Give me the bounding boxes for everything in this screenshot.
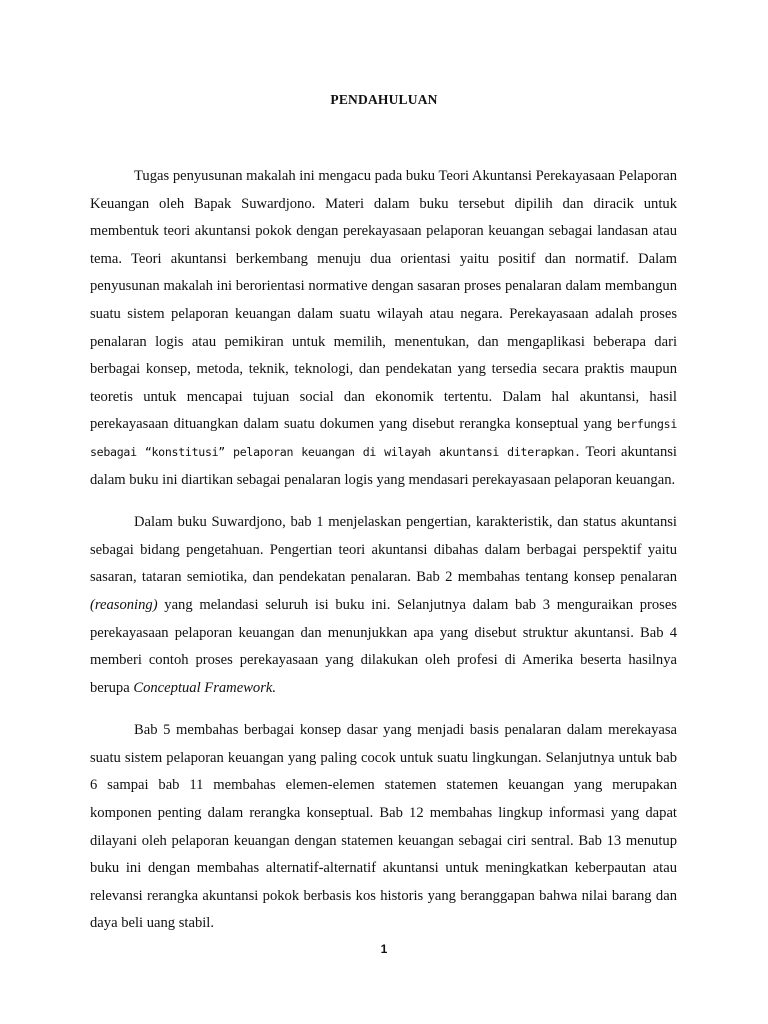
page-title: PENDAHULUAN: [330, 92, 438, 107]
paragraph-2: [90, 509, 677, 702]
paragraph-1-text-c: Teori akuntansi dalam buku ini diartikan sebagai penalaran logis yang mendasari perekayasaan pelaporan keuangan.: [90, 443, 677, 488]
paragraph-2-text-b: yang melandasi seluruh isi buku ini. Selanjutnya dalam bab 3 menguraikan proses perekayasaan pelaporan keuangan dan menunjukkan apa yang disebut struktur akuntansi. Bab 4 memberi contoh proses perekayasaan yang dilakukan oleh profesi di Amerika beserta hasilnya berupa: [90, 596, 677, 696]
paragraph-3: Bab 5 membahas berbagai konsep dasar yang menjadi basis penalaran dalam merekayasa suatu sistem pelaporan keuangan yang paling cocok untuk suatu lingkungan. Selanjutnya untuk bab 6 sampai bab 11 membahas elemen-elemen statemen statemen keuangan yang merupakan komponen penting dalam rerangka konseptual. Bab 12 membahas lingkup informasi yang dapat dilayani oleh pelaporan keuangan dengan statemen keuangan sebagai ciri sentral. Bab 13 menutup buku ini dengan membahas alternatif-alternatif akuntansi untuk meningkatkan keberpautan atau relevansi rerangka akuntansi pokok berbasis kos historis yang beranggapan bahwa nilai barang dan daya beli uang stabil.: [90, 722, 677, 932]
paragraph-1-text-b: berfungsi sebagai “konstitusi” pelaporan keuangan di wilayah akuntansi diterapkan.: [90, 417, 677, 459]
document-body: [90, 163, 677, 953]
paragraph-2-italic-conceptual-framework: Conceptual Framework.: [133, 679, 277, 696]
paragraph-1-text-a: Tugas penyusunan makalah ini mengacu pada buku Teori Akuntansi Perekayasaan Pelaporan Keuangan oleh Bapak Suwardjono. Materi dalam buku tersebut dipilih dan diracik untuk membentuk teori akuntansi pokok dengan perekayasaan pelaporan keuangan sebagai landasan atau tema. Teori akuntansi berkembang menuju dua orientasi yaitu positif dan normatif. Dalam penyusunan makalah ini berorientasi normative dengan sasaran proses penalaran dalam membangun suatu sistem pelaporan keuangan dalam suatu wilayah atau negara. Perekayasaan adalah proses penalaran logis atau pemikiran untuk memilih, menentukan, dan mengaplikasi beberapa dari berbagai konsep, metoda, teknik, teknologi, dan pendekatan yang tersedia secara praktis maupun teoretis untuk mencapai tujuan social dan ekonomik tertentu. Dalam hal akuntansi, hasil perekayasaan dituangkan dalam suatu dokumen yang disebut rerangka konseptual yang: [90, 168, 677, 433]
paragraph-1: [90, 163, 677, 494]
paragraph-2-text-a: Dalam buku Suwardjono, bab 1 menjelaskan pengertian, karakteristik, dan status akuntansi sebagai bidang pengetahuan. Pengertian teori akuntansi dibahas dalam berbagai perspektif yaitu sasaran, tataran semiotika, dan pendekatan penalaran. Bab 2 membahas tentang konsep penalaran: [90, 514, 677, 586]
paragraph-2-italic-reasoning: (reasoning): [90, 596, 158, 613]
page-number: 1: [380, 942, 388, 956]
